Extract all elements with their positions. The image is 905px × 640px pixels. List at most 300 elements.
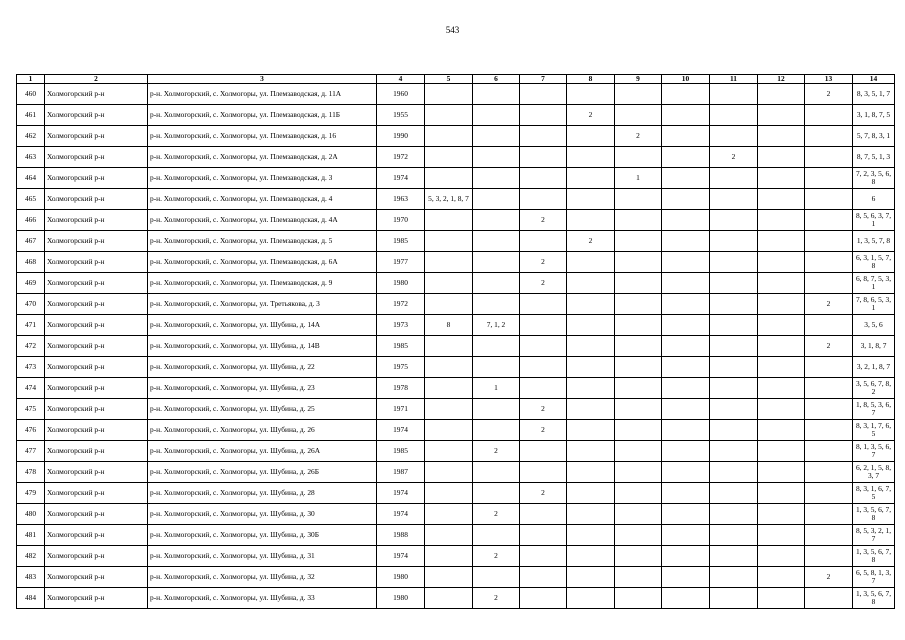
cell-district: Холмогорский р-н — [45, 168, 148, 189]
cell-address: р-н. Холмогорский, с. Холмогоры, ул. Племзаводская, д. 11А — [148, 84, 377, 105]
cell-col-14: 7, 8, 6, 5, 3, 1 — [853, 294, 895, 315]
cell-col-8 — [567, 168, 615, 189]
cell-col-5 — [425, 147, 473, 168]
cell-year: 1955 — [377, 105, 425, 126]
cell-col-10 — [662, 588, 710, 609]
cell-district: Холмогорский р-н — [45, 315, 148, 336]
column-header-4: 4 — [377, 75, 425, 84]
cell-year: 1978 — [377, 378, 425, 399]
cell-col-13 — [805, 357, 853, 378]
cell-col-5 — [425, 546, 473, 567]
cell-col-8 — [567, 315, 615, 336]
cell-col-11 — [710, 84, 758, 105]
cell-row-number: 466 — [17, 210, 45, 231]
cell-address: р-н. Холмогорский, с. Холмогоры, ул. Шубина, д. 23 — [148, 378, 377, 399]
cell-row-number: 461 — [17, 105, 45, 126]
cell-col-13 — [805, 189, 853, 210]
table-row — [17, 420, 895, 441]
cell-col-14: 3, 1, 8, 7, 5 — [853, 105, 895, 126]
cell-col-6 — [473, 567, 520, 588]
cell-col-12 — [758, 567, 805, 588]
cell-col-11 — [710, 420, 758, 441]
cell-address: р-н. Холмогорский, с. Холмогоры, ул. Шубина, д. 33 — [148, 588, 377, 609]
cell-col-10 — [662, 525, 710, 546]
cell-col-13 — [805, 483, 853, 504]
cell-col-11 — [710, 231, 758, 252]
cell-col-14: 8, 5, 6, 3, 7, 1 — [853, 210, 895, 231]
cell-year: 1974 — [377, 483, 425, 504]
cell-col-6: 1 — [473, 378, 520, 399]
column-header-13: 13 — [805, 75, 853, 84]
cell-district: Холмогорский р-н — [45, 336, 148, 357]
cell-address: р-н. Холмогорский, с. Холмогоры, ул. Шубина, д. 30Б — [148, 525, 377, 546]
cell-col-14: 7, 2, 3, 5, 6, 8 — [853, 168, 895, 189]
cell-col-13: 2 — [805, 294, 853, 315]
cell-col-8 — [567, 273, 615, 294]
cell-col-11 — [710, 273, 758, 294]
cell-col-12 — [758, 210, 805, 231]
cell-col-11 — [710, 126, 758, 147]
table-row — [17, 231, 895, 252]
cell-address: р-н. Холмогорский, с. Холмогоры, ул. Племзаводская, д. 11Б — [148, 105, 377, 126]
cell-col-7 — [520, 462, 567, 483]
cell-col-5 — [425, 105, 473, 126]
cell-year: 1987 — [377, 462, 425, 483]
cell-col-13 — [805, 105, 853, 126]
cell-col-7 — [520, 189, 567, 210]
cell-col-12 — [758, 189, 805, 210]
cell-col-11 — [710, 357, 758, 378]
cell-col-13 — [805, 126, 853, 147]
cell-col-12 — [758, 231, 805, 252]
cell-address: р-н. Холмогорский, с. Холмогоры, ул. Шубина, д. 25 — [148, 399, 377, 420]
cell-col-10 — [662, 252, 710, 273]
cell-col-7 — [520, 378, 567, 399]
cell-address: р-н. Холмогорский, с. Холмогоры, ул. Шубина, д. 26А — [148, 441, 377, 462]
cell-col-9 — [615, 147, 662, 168]
cell-col-5 — [425, 525, 473, 546]
table-row — [17, 567, 895, 588]
cell-col-12 — [758, 147, 805, 168]
cell-year: 1973 — [377, 315, 425, 336]
cell-year: 1977 — [377, 252, 425, 273]
table-row — [17, 315, 895, 336]
cell-col-13 — [805, 399, 853, 420]
table-row — [17, 210, 895, 231]
table-row — [17, 483, 895, 504]
cell-col-14: 6, 8, 7, 5, 3, 1 — [853, 273, 895, 294]
table-row — [17, 399, 895, 420]
cell-year: 1988 — [377, 525, 425, 546]
cell-row-number: 474 — [17, 378, 45, 399]
cell-col-10 — [662, 210, 710, 231]
cell-col-11 — [710, 210, 758, 231]
cell-row-number: 462 — [17, 126, 45, 147]
cell-district: Холмогорский р-н — [45, 567, 148, 588]
table-row — [17, 378, 895, 399]
cell-col-9 — [615, 273, 662, 294]
cell-col-9 — [615, 441, 662, 462]
cell-district: Холмогорский р-н — [45, 147, 148, 168]
cell-col-6 — [473, 84, 520, 105]
cell-col-8 — [567, 210, 615, 231]
cell-col-7: 2 — [520, 420, 567, 441]
cell-col-11 — [710, 168, 758, 189]
cell-col-12 — [758, 357, 805, 378]
cell-col-14: 8, 3, 5, 1, 7 — [853, 84, 895, 105]
cell-address: р-н. Холмогорский, с. Холмогоры, ул. Шубина, д. 28 — [148, 483, 377, 504]
cell-col-14: 6, 5, 8, 1, 3, 7 — [853, 567, 895, 588]
cell-col-14: 3, 5, 6, 7, 8, 2 — [853, 378, 895, 399]
table-row — [17, 294, 895, 315]
cell-address: р-н. Холмогорский, с. Холмогоры, ул. Шубина, д. 26Б — [148, 462, 377, 483]
cell-address: р-н. Холмогорский, с. Холмогоры, ул. Племзаводская, д. 5 — [148, 231, 377, 252]
cell-col-10 — [662, 273, 710, 294]
cell-col-10 — [662, 504, 710, 525]
cell-col-6 — [473, 126, 520, 147]
cell-year: 1985 — [377, 336, 425, 357]
cell-year: 1970 — [377, 210, 425, 231]
cell-col-11 — [710, 483, 758, 504]
cell-address: р-н. Холмогорский, с. Холмогоры, ул. Шубина, д. 32 — [148, 567, 377, 588]
cell-col-8 — [567, 483, 615, 504]
cell-col-10 — [662, 336, 710, 357]
cell-col-8 — [567, 567, 615, 588]
cell-col-14: 8, 3, 1, 6, 7, 5 — [853, 483, 895, 504]
cell-row-number: 476 — [17, 420, 45, 441]
cell-col-6 — [473, 252, 520, 273]
cell-district: Холмогорский р-н — [45, 252, 148, 273]
cell-address: р-н. Холмогорский, с. Холмогоры, ул. Племзаводская, д. 3 — [148, 168, 377, 189]
cell-col-11 — [710, 315, 758, 336]
cell-col-12 — [758, 525, 805, 546]
cell-col-7 — [520, 504, 567, 525]
cell-col-9 — [615, 189, 662, 210]
cell-col-14: 8, 1, 3, 5, 6, 7 — [853, 441, 895, 462]
cell-col-7 — [520, 567, 567, 588]
cell-col-10 — [662, 189, 710, 210]
table-row — [17, 105, 895, 126]
cell-col-10 — [662, 231, 710, 252]
cell-year: 1974 — [377, 546, 425, 567]
cell-col-12 — [758, 273, 805, 294]
cell-col-11 — [710, 546, 758, 567]
cell-col-5 — [425, 231, 473, 252]
cell-col-6 — [473, 462, 520, 483]
table-body — [17, 84, 895, 609]
cell-col-12 — [758, 168, 805, 189]
cell-col-11 — [710, 462, 758, 483]
cell-col-13 — [805, 168, 853, 189]
cell-col-5: 8 — [425, 315, 473, 336]
cell-col-8 — [567, 462, 615, 483]
housing-register-table — [16, 74, 895, 609]
cell-col-12 — [758, 84, 805, 105]
cell-col-5 — [425, 483, 473, 504]
cell-col-5 — [425, 252, 473, 273]
cell-col-11 — [710, 525, 758, 546]
cell-col-5 — [425, 441, 473, 462]
cell-col-8 — [567, 294, 615, 315]
cell-year: 1974 — [377, 420, 425, 441]
cell-col-12 — [758, 378, 805, 399]
cell-district: Холмогорский р-н — [45, 210, 148, 231]
table-row — [17, 357, 895, 378]
cell-col-6 — [473, 525, 520, 546]
cell-col-11 — [710, 588, 758, 609]
cell-year: 1974 — [377, 168, 425, 189]
cell-col-9 — [615, 462, 662, 483]
cell-address: р-н. Холмогорский, с. Холмогоры, ул. Племзаводская, д. 16 — [148, 126, 377, 147]
cell-col-14: 8, 3, 1, 7, 6, 5 — [853, 420, 895, 441]
cell-col-8 — [567, 399, 615, 420]
cell-col-8 — [567, 252, 615, 273]
table-row — [17, 147, 895, 168]
cell-district: Холмогорский р-н — [45, 126, 148, 147]
cell-col-9 — [615, 378, 662, 399]
cell-year: 1985 — [377, 231, 425, 252]
cell-col-14: 8, 5, 3, 2, 1, 7 — [853, 525, 895, 546]
cell-col-9 — [615, 336, 662, 357]
cell-address: р-н. Холмогорский, с. Холмогоры, ул. Шубина, д. 26 — [148, 420, 377, 441]
cell-col-8 — [567, 588, 615, 609]
cell-col-9: 2 — [615, 126, 662, 147]
cell-col-11: 2 — [710, 147, 758, 168]
cell-col-8 — [567, 378, 615, 399]
cell-col-13: 2 — [805, 336, 853, 357]
cell-col-7 — [520, 84, 567, 105]
cell-col-5 — [425, 420, 473, 441]
cell-col-8 — [567, 357, 615, 378]
cell-col-13 — [805, 147, 853, 168]
table-row — [17, 546, 895, 567]
page-number: 543 — [445, 25, 460, 35]
cell-col-14: 3, 2, 1, 8, 7 — [853, 357, 895, 378]
column-header-12: 12 — [758, 75, 805, 84]
cell-year: 1975 — [377, 357, 425, 378]
cell-col-9 — [615, 357, 662, 378]
cell-col-10 — [662, 378, 710, 399]
cell-col-12 — [758, 462, 805, 483]
cell-address: р-н. Холмогорский, с. Холмогоры, ул. Третьякова, д. 3 — [148, 294, 377, 315]
cell-col-12 — [758, 105, 805, 126]
cell-col-11 — [710, 441, 758, 462]
table-row — [17, 588, 895, 609]
cell-row-number: 468 — [17, 252, 45, 273]
cell-row-number: 464 — [17, 168, 45, 189]
table-row — [17, 168, 895, 189]
cell-col-13 — [805, 210, 853, 231]
cell-row-number: 482 — [17, 546, 45, 567]
cell-col-9 — [615, 399, 662, 420]
cell-row-number: 484 — [17, 588, 45, 609]
cell-col-14: 1, 8, 5, 3, 6, 7 — [853, 399, 895, 420]
cell-col-10 — [662, 357, 710, 378]
cell-col-12 — [758, 504, 805, 525]
cell-col-14: 8, 7, 5, 1, 3 — [853, 147, 895, 168]
cell-col-9 — [615, 546, 662, 567]
cell-year: 1972 — [377, 147, 425, 168]
cell-district: Холмогорский р-н — [45, 294, 148, 315]
cell-col-12 — [758, 294, 805, 315]
cell-col-6 — [473, 420, 520, 441]
cell-col-6 — [473, 168, 520, 189]
cell-col-7 — [520, 168, 567, 189]
cell-col-11 — [710, 378, 758, 399]
cell-col-5 — [425, 567, 473, 588]
cell-col-13 — [805, 252, 853, 273]
cell-col-6 — [473, 147, 520, 168]
cell-col-8 — [567, 336, 615, 357]
cell-col-6 — [473, 357, 520, 378]
cell-col-8 — [567, 420, 615, 441]
cell-district: Холмогорский р-н — [45, 525, 148, 546]
cell-col-14: 1, 3, 5, 6, 7, 8 — [853, 546, 895, 567]
cell-col-9 — [615, 567, 662, 588]
cell-col-13: 2 — [805, 84, 853, 105]
cell-col-11 — [710, 567, 758, 588]
cell-district: Холмогорский р-н — [45, 273, 148, 294]
cell-col-7 — [520, 231, 567, 252]
column-header-11: 11 — [710, 75, 758, 84]
cell-col-7 — [520, 336, 567, 357]
cell-col-13 — [805, 420, 853, 441]
cell-col-14: 3, 5, 6 — [853, 315, 895, 336]
cell-col-12 — [758, 420, 805, 441]
cell-col-8 — [567, 126, 615, 147]
cell-address: р-н. Холмогорский, с. Холмогоры, ул. Шубина, д. 14А — [148, 315, 377, 336]
cell-address: р-н. Холмогорский, с. Холмогоры, ул. Племзаводская, д. 4А — [148, 210, 377, 231]
cell-col-9 — [615, 105, 662, 126]
cell-col-12 — [758, 546, 805, 567]
cell-row-number: 475 — [17, 399, 45, 420]
cell-col-14: 1, 3, 5, 6, 7, 8 — [853, 504, 895, 525]
cell-col-8 — [567, 525, 615, 546]
cell-row-number: 467 — [17, 231, 45, 252]
cell-col-8 — [567, 189, 615, 210]
table-row — [17, 441, 895, 462]
cell-col-8 — [567, 147, 615, 168]
cell-col-9 — [615, 315, 662, 336]
cell-col-7: 2 — [520, 252, 567, 273]
cell-year: 1985 — [377, 441, 425, 462]
cell-district: Холмогорский р-н — [45, 105, 148, 126]
table-row — [17, 189, 895, 210]
cell-address: р-н. Холмогорский, с. Холмогоры, ул. Шубина, д. 30 — [148, 504, 377, 525]
cell-col-10 — [662, 462, 710, 483]
cell-col-12 — [758, 441, 805, 462]
cell-col-13 — [805, 588, 853, 609]
cell-col-7 — [520, 315, 567, 336]
cell-col-9 — [615, 588, 662, 609]
cell-col-7 — [520, 525, 567, 546]
table-row — [17, 504, 895, 525]
table-row — [17, 336, 895, 357]
cell-col-7 — [520, 441, 567, 462]
cell-col-12 — [758, 588, 805, 609]
cell-col-8 — [567, 504, 615, 525]
cell-col-11 — [710, 294, 758, 315]
cell-row-number: 479 — [17, 483, 45, 504]
cell-col-10 — [662, 420, 710, 441]
cell-col-10 — [662, 84, 710, 105]
cell-col-7 — [520, 105, 567, 126]
cell-district: Холмогорский р-н — [45, 378, 148, 399]
cell-col-14: 1, 3, 5, 7, 8 — [853, 231, 895, 252]
cell-col-11 — [710, 336, 758, 357]
cell-col-6 — [473, 210, 520, 231]
cell-col-7 — [520, 147, 567, 168]
cell-address: р-н. Холмогорский, с. Холмогоры, ул. Племзаводская, д. 6А — [148, 252, 377, 273]
cell-col-13 — [805, 546, 853, 567]
header-row — [17, 75, 895, 84]
cell-district: Холмогорский р-н — [45, 231, 148, 252]
cell-col-6 — [473, 105, 520, 126]
cell-row-number: 483 — [17, 567, 45, 588]
cell-col-5 — [425, 588, 473, 609]
cell-col-6: 2 — [473, 504, 520, 525]
cell-col-5 — [425, 84, 473, 105]
cell-year: 1960 — [377, 84, 425, 105]
cell-col-13 — [805, 462, 853, 483]
cell-col-10 — [662, 567, 710, 588]
cell-district: Холмогорский р-н — [45, 84, 148, 105]
cell-col-13: 2 — [805, 567, 853, 588]
cell-col-8: 2 — [567, 231, 615, 252]
column-header-6: 6 — [473, 75, 520, 84]
cell-address: р-н. Холмогорский, с. Холмогоры, ул. Племзаводская, д. 9 — [148, 273, 377, 294]
cell-col-10 — [662, 105, 710, 126]
cell-col-6 — [473, 231, 520, 252]
table-row — [17, 252, 895, 273]
cell-col-8 — [567, 546, 615, 567]
column-header-2: 2 — [45, 75, 148, 84]
cell-col-5 — [425, 273, 473, 294]
cell-col-12 — [758, 315, 805, 336]
cell-col-12 — [758, 399, 805, 420]
cell-col-5 — [425, 294, 473, 315]
cell-col-10 — [662, 294, 710, 315]
cell-col-10 — [662, 483, 710, 504]
cell-col-6 — [473, 189, 520, 210]
cell-col-5 — [425, 462, 473, 483]
cell-col-9 — [615, 84, 662, 105]
cell-district: Холмогорский р-н — [45, 483, 148, 504]
cell-col-10 — [662, 168, 710, 189]
cell-col-6: 2 — [473, 546, 520, 567]
cell-col-11 — [710, 189, 758, 210]
cell-district: Холмогорский р-н — [45, 462, 148, 483]
cell-col-13 — [805, 273, 853, 294]
cell-col-6 — [473, 336, 520, 357]
cell-col-9: 1 — [615, 168, 662, 189]
cell-col-12 — [758, 336, 805, 357]
cell-col-6: 7, 1, 2 — [473, 315, 520, 336]
cell-row-number: 478 — [17, 462, 45, 483]
cell-year: 1980 — [377, 273, 425, 294]
cell-col-5 — [425, 168, 473, 189]
cell-col-13 — [805, 231, 853, 252]
cell-col-12 — [758, 483, 805, 504]
cell-district: Холмогорский р-н — [45, 441, 148, 462]
cell-address: р-н. Холмогорский, с. Холмогоры, ул. Шубина, д. 31 — [148, 546, 377, 567]
cell-row-number: 480 — [17, 504, 45, 525]
table-row — [17, 462, 895, 483]
column-header-9: 9 — [615, 75, 662, 84]
cell-col-10 — [662, 126, 710, 147]
cell-col-12 — [758, 252, 805, 273]
cell-col-6 — [473, 483, 520, 504]
